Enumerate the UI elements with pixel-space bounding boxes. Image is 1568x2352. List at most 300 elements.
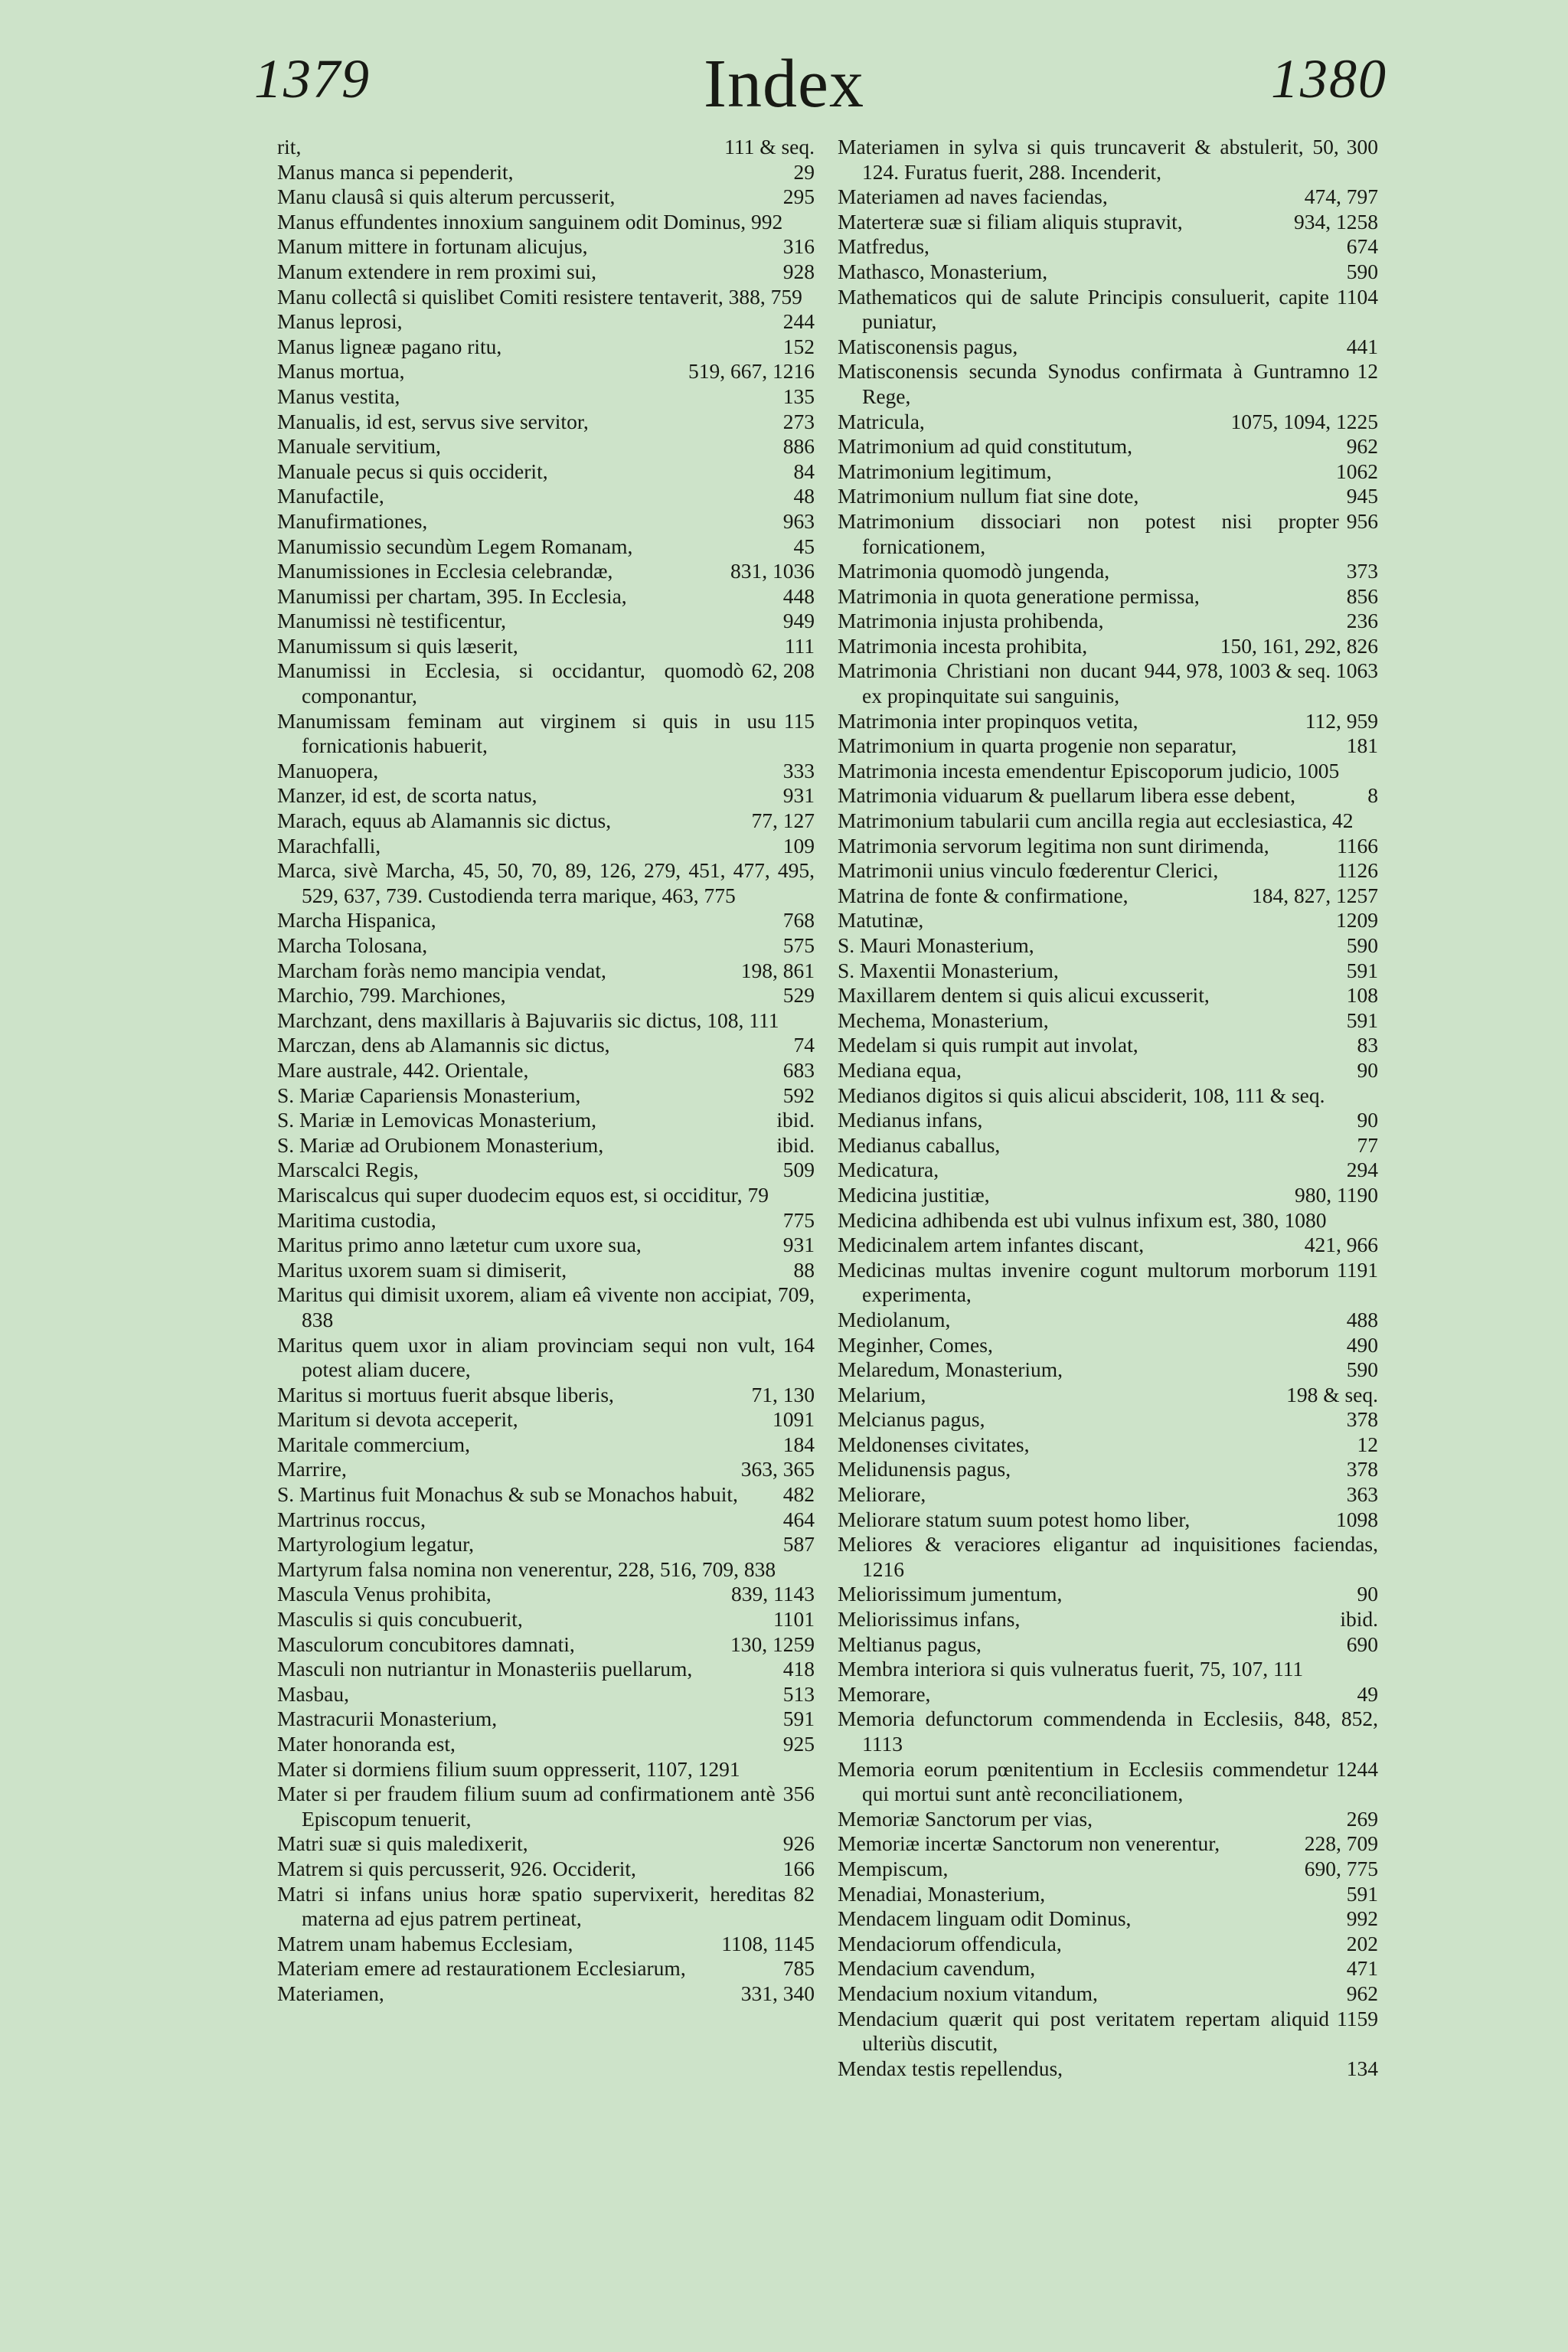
entry-reference: 490 — [1346, 1332, 1378, 1357]
index-entry — [838, 1707, 1378, 1756]
index-entry — [838, 234, 1378, 260]
entry-text: Matrimonia incesta prohibita, — [838, 633, 1088, 658]
entry-reference: 839, 1143 — [731, 1582, 815, 1606]
entry-text: Matrimonia incesta emendentur Episcoporum judicio, 1005 — [838, 758, 1340, 782]
index-entry — [277, 309, 815, 335]
entry-reference: 269 — [1346, 1806, 1378, 1831]
entry-reference: 333 — [782, 758, 815, 782]
index-entry — [838, 908, 1378, 933]
entry-text: Matrem unam habemus Ecclesiam, — [277, 1931, 573, 1955]
entry-text: Manumissi in Ecclesia, si occidantur, quomodò componantur, — [277, 658, 744, 708]
index-entry — [838, 1457, 1378, 1482]
entry-reference: 294 — [1346, 1158, 1378, 1182]
entry-text: Maritum si devota acceperit, — [277, 1407, 518, 1432]
entry-reference: 945 — [1346, 484, 1378, 508]
index-entry — [277, 908, 815, 933]
entry-text: Manumissiones in Ecclesia celebrandæ, — [277, 559, 613, 583]
entry-reference: 90 — [1357, 1057, 1378, 1082]
entry-reference: 166 — [782, 1856, 815, 1880]
entry-text: Manufirmationes, — [277, 508, 428, 533]
index-entry — [838, 609, 1378, 634]
entry-reference: 856 — [1346, 583, 1378, 608]
index-entry — [277, 1457, 815, 1482]
index-entry — [277, 1407, 815, 1432]
index-entry — [277, 1258, 815, 1283]
entry-reference: 886 — [782, 434, 815, 459]
index-entry — [277, 1233, 815, 1258]
entry-text: Matrimonium ad quid constitutum, — [838, 434, 1132, 459]
entry-text: Mater si per fraudem filium suum ad confirmationem antè Episcopum tenuerit, — [277, 1782, 776, 1831]
entry-text: Meldonenses civitates, — [838, 1432, 1030, 1456]
entry-reference: 1166 — [1337, 833, 1378, 858]
index-entry — [277, 1532, 815, 1557]
entry-reference: 45 — [793, 534, 815, 558]
index-entry — [277, 434, 815, 459]
index-entry — [277, 1133, 815, 1158]
index-entry — [277, 959, 815, 984]
index-entry — [277, 1932, 815, 1957]
entry-reference: 962 — [1346, 434, 1378, 459]
entry-text: Matrimonia Christiani non ducant ex propinquitate sui sanguinis, — [838, 658, 1137, 708]
entry-reference: 944, 978, 1003 & seq. 1063 — [1144, 658, 1378, 683]
index-entry — [277, 1707, 815, 1732]
index-entry — [838, 1407, 1378, 1432]
entry-reference: 8 — [1367, 783, 1378, 808]
index-entry — [838, 285, 1378, 335]
entry-reference: 90 — [1357, 1108, 1378, 1132]
entry-text: Martyrum falsa nomina non venerentur, 228, 516, 709, 838 — [277, 1557, 776, 1581]
page-number-left: 1379 — [254, 48, 371, 109]
entry-reference: 590 — [1346, 259, 1378, 283]
entry-reference: 83 — [1357, 1033, 1378, 1057]
entry-reference: 1075, 1094, 1225 — [1230, 409, 1378, 433]
entry-text: Matisconensis secunda Synodus confirmata à Guntramno Rege, — [838, 359, 1350, 408]
entry-text: Maritale commercium, — [277, 1432, 470, 1456]
entry-reference: 1104 — [1337, 284, 1378, 309]
entry-text: Manum mittere in fortunam alicujus, — [277, 234, 588, 259]
index-entry — [838, 933, 1378, 959]
entry-text: Manus vestita, — [277, 384, 400, 408]
entry-text: Materiamen ad naves faciendas, — [838, 185, 1108, 209]
index-entry — [838, 1383, 1378, 1408]
entry-text: Matrimonii unius vinculo fœderentur Clerici, — [838, 858, 1219, 883]
entry-reference: 331, 340 — [740, 1981, 815, 2005]
entry-text: Mathematicos qui de salute Principis consuluerit, capite puniatur, — [838, 284, 1330, 334]
entry-text: Manuale pecus si quis occiderit, — [277, 459, 548, 483]
entry-reference: 441 — [1346, 334, 1378, 358]
index-entry — [838, 858, 1378, 884]
entry-reference: 135 — [782, 384, 815, 408]
entry-reference: 150, 161, 292, 826 — [1220, 633, 1378, 658]
entry-text: Medicina justitiæ, — [838, 1182, 990, 1207]
entry-reference: 378 — [1346, 1407, 1378, 1432]
entry-text: Maritus qui dimisit uxorem, aliam eâ vivente non accipiat, 709, 838 — [277, 1282, 815, 1331]
index-entry — [277, 509, 815, 534]
entry-text: Martrinus roccus, — [277, 1507, 426, 1531]
index-entry — [277, 1333, 815, 1383]
entry-text: Manzer, id est, de scorta natus, — [277, 783, 537, 808]
index-entry — [277, 459, 815, 485]
entry-text: Mediolanum, — [838, 1307, 951, 1331]
index-entry — [838, 1831, 1378, 1857]
index-entry — [838, 260, 1378, 285]
index-entry — [838, 1158, 1378, 1183]
index-entry — [838, 658, 1378, 708]
entry-text: Mendacium noxium vitandum, — [838, 1981, 1098, 2005]
entry-text: Mastracurii Monasterium, — [277, 1707, 498, 1731]
index-entry — [277, 1282, 815, 1332]
entry-text: Marcha Hispanica, — [277, 908, 436, 933]
entry-text: Manu clausâ si quis alterum percusserit, — [277, 185, 616, 209]
entry-reference: 48 — [793, 484, 815, 508]
entry-reference: 591 — [1346, 1008, 1378, 1032]
index-entry — [277, 1482, 815, 1508]
entry-reference: 181 — [1346, 733, 1378, 758]
entry-text: S. Maxentii Monasterium, — [838, 958, 1059, 982]
index-entry — [838, 1333, 1378, 1358]
index-entry — [838, 410, 1378, 435]
entry-reference: 49 — [1357, 1681, 1378, 1706]
entry-reference: 111 & seq. — [724, 135, 815, 158]
index-entry — [277, 1158, 815, 1183]
entry-reference: 785 — [782, 1956, 815, 1981]
entry-text: Matrimonium tabularii cum ancilla regia aut ecclesiastica, 42 — [838, 808, 1354, 833]
entry-reference: 198, 861 — [740, 958, 815, 982]
index-entry — [277, 260, 815, 285]
entry-reference: 934, 1258 — [1294, 209, 1378, 234]
entry-text: Matrimonia quomodò jungenda, — [838, 559, 1110, 583]
entry-reference: ibid. — [776, 1132, 815, 1157]
entry-text: Martyrologium legatur, — [277, 1532, 475, 1557]
index-entry — [838, 959, 1378, 984]
entry-reference: 591 — [1346, 1881, 1378, 1906]
entry-text: Medianus caballus, — [838, 1132, 1001, 1157]
index-entry — [277, 384, 815, 410]
entry-reference: 202 — [1346, 1931, 1378, 1955]
entry-text: Masculorum concubitores damnati, — [277, 1632, 575, 1656]
index-entry — [277, 1432, 815, 1458]
entry-text: Memoria defunctorum commendenda in Ecclesiis, 848, 852, 1113 — [838, 1707, 1378, 1756]
index-entry — [277, 1857, 815, 1882]
entry-text: Medicinalem artem infantes discant, — [838, 1233, 1145, 1257]
entry-reference: 109 — [782, 833, 815, 858]
entry-reference: ibid. — [776, 1108, 815, 1132]
entry-reference: 1062 — [1336, 459, 1378, 483]
index-entry — [838, 434, 1378, 459]
entry-reference: 164 — [782, 1332, 815, 1357]
index-entry — [277, 410, 815, 435]
entry-text: Memorare, — [838, 1681, 931, 1706]
index-entry — [838, 1508, 1378, 1533]
index-entry — [838, 1657, 1378, 1682]
entry-reference: 77, 127 — [751, 808, 815, 833]
entry-reference: 683 — [782, 1057, 815, 1082]
entry-text: Meginher, Comes, — [838, 1332, 993, 1357]
index-entry — [277, 1383, 815, 1408]
entry-text: Matutinæ, — [838, 908, 924, 933]
entry-text: Maritus primo anno lætetur cum uxore sua, — [277, 1233, 642, 1257]
entry-reference: 134 — [1346, 2056, 1378, 2080]
entry-text: Maritus quem uxor in aliam provinciam sequi non vult, potest aliam ducere, — [277, 1332, 776, 1382]
entry-text: Memoriæ Sanctorum per vias, — [838, 1806, 1093, 1831]
entry-reference: 236 — [1346, 609, 1378, 633]
entry-reference: 949 — [782, 609, 815, 633]
entry-reference: 592 — [782, 1083, 815, 1107]
index-entry — [277, 1782, 815, 1831]
entry-text: Medicinas multas invenire cogunt multorum morborum experimenta, — [838, 1257, 1330, 1307]
entry-text: Materiam emere ad restaurationem Ecclesiarum, — [277, 1956, 686, 1981]
index-entry — [277, 1008, 815, 1034]
entry-text: Matrimonia in quota generatione permissa, — [838, 583, 1200, 608]
index-entry — [277, 709, 815, 759]
entry-text: Melcianus pagus, — [838, 1407, 985, 1432]
entry-text: Masculi non nutriantur in Monasteriis puellarum, — [277, 1657, 693, 1681]
entry-text: Materiamen in sylva si quis truncaverit & abstulerit, 50, 124. Furatus fuerit, 288. Incenderit, — [838, 135, 1339, 184]
index-entry — [838, 1058, 1378, 1083]
entry-text: Medianos digitos si quis alicui absciderit, 108, 111 & seq. — [838, 1083, 1325, 1107]
index-entry — [838, 459, 1378, 485]
index-entry — [838, 1033, 1378, 1058]
entry-text: Meltianus pagus, — [838, 1632, 982, 1656]
index-entry — [838, 1981, 1378, 2007]
entry-reference: 273 — [782, 409, 815, 433]
entry-reference: 29 — [793, 159, 815, 184]
page-number-right: 1380 — [1271, 48, 1387, 109]
entry-reference: 928 — [782, 259, 815, 283]
entry-text: Mendaciorum offendicula, — [838, 1931, 1062, 1955]
entry-text: Matrimonium dissociari non potest nisi propter fornicationem, — [838, 508, 1339, 558]
entry-text: Marca, sivè Marcha, 45, 50, 70, 89, 126, 279, 451, 477, 495, 529, 637, 739. Custodienda terra marique, 463, 775 — [277, 858, 815, 907]
index-entry — [277, 1033, 815, 1058]
index-entry — [838, 1233, 1378, 1258]
index-entry — [838, 834, 1378, 859]
entry-reference: ibid. — [1340, 1607, 1378, 1632]
entry-text: Matrimonia servorum legitima non sunt dirimenda, — [838, 833, 1269, 858]
entry-reference: 82 — [793, 1881, 815, 1906]
entry-reference: 244 — [782, 309, 815, 334]
entry-text: Menadiai, Monasterium, — [838, 1881, 1046, 1906]
entry-reference: 184 — [782, 1432, 815, 1456]
entry-reference: 74 — [793, 1033, 815, 1057]
entry-text: Mathasco, Monasterium, — [838, 259, 1048, 283]
entry-text: Meliores & veraciores eligantur ad inquisitiones faciendas, 1216 — [838, 1532, 1378, 1581]
entry-text: Manus ligneæ pagano ritu, — [277, 334, 502, 358]
index-entry — [277, 335, 815, 360]
entry-text: S. Mauri Monasterium, — [838, 933, 1034, 957]
entry-reference: 690 — [1346, 1632, 1378, 1656]
index-entry — [838, 808, 1378, 834]
index-entry — [277, 135, 815, 160]
entry-text: S. Mariæ ad Orubionem Monasterium, — [277, 1132, 604, 1157]
entry-text: Matrina de fonte & confirmatione, — [838, 883, 1129, 907]
index-entry — [277, 858, 815, 908]
entry-text: Melarium, — [838, 1382, 926, 1406]
entry-text: Marrire, — [277, 1457, 347, 1481]
index-entry — [277, 1183, 815, 1208]
index-entry — [838, 1133, 1378, 1158]
entry-text: Medicatura, — [838, 1158, 939, 1182]
entry-text: Meliorare, — [838, 1482, 926, 1507]
entry-reference: 363, 365 — [740, 1457, 815, 1481]
entry-reference: 926 — [782, 1831, 815, 1856]
entry-reference: 963 — [782, 508, 815, 533]
entry-reference: 84 — [793, 459, 815, 483]
index-entry — [277, 484, 815, 509]
entry-reference: 418 — [782, 1657, 815, 1681]
index-entry — [277, 1058, 815, 1083]
index-entry — [838, 210, 1378, 235]
entry-reference: 1101 — [773, 1607, 815, 1632]
index-entry — [277, 1981, 815, 2007]
index-entry — [277, 634, 815, 659]
entry-text: Mendax testis repellendus, — [838, 2056, 1063, 2080]
entry-text: Marchzant, dens maxillaris à Bajuvariis sic dictus, 108, 111 — [277, 1008, 779, 1032]
index-entry — [838, 1008, 1378, 1034]
index-column-right — [838, 135, 1378, 2081]
entry-reference: 1108, 1145 — [721, 1931, 815, 1955]
entry-reference: 373 — [1346, 559, 1378, 583]
entry-reference: 1098 — [1336, 1507, 1378, 1531]
entry-reference: 108 — [1346, 983, 1378, 1008]
index-entry — [838, 1532, 1378, 1582]
entry-text: Mempiscum, — [838, 1856, 949, 1880]
index-entry — [838, 559, 1378, 584]
entry-reference: 115 — [783, 708, 815, 733]
index-entry — [838, 1906, 1378, 1932]
index-entry — [277, 834, 815, 859]
index-entry — [838, 1857, 1378, 1882]
entry-text: Materiamen, — [277, 1981, 384, 2005]
entry-reference: 591 — [782, 1707, 815, 1731]
entry-text: Meliorare statum suum potest homo liber, — [838, 1507, 1191, 1531]
entry-text: Mendacem linguam odit Dominus, — [838, 1906, 1132, 1931]
entry-reference: 956 — [1346, 508, 1378, 533]
index-entry — [838, 1682, 1378, 1707]
entry-reference: 775 — [782, 1207, 815, 1232]
entry-text: Meliorissimum jumentum, — [838, 1582, 1063, 1606]
index-entry — [838, 1807, 1378, 1832]
entry-text: Medianus infans, — [838, 1108, 983, 1132]
entry-text: Masculis si quis concubuerit, — [277, 1607, 523, 1632]
index-entry — [838, 1582, 1378, 1607]
index-entry — [277, 210, 815, 235]
entry-reference: 62, 208 — [751, 658, 815, 683]
entry-text: Manus effundentes innoxium sanguinem odit Dominus, 992 — [277, 209, 783, 234]
entry-reference: 111 — [784, 633, 815, 658]
entry-text: Maritus uxorem suam si dimiserit, — [277, 1257, 567, 1282]
index-entry — [277, 1632, 815, 1658]
entry-text: rit, — [277, 135, 302, 158]
entry-text: Marscalci Regis, — [277, 1158, 419, 1182]
entry-text: Memoriæ incertæ Sanctorum non venerentur, — [838, 1831, 1220, 1856]
index-entry — [277, 584, 815, 609]
entry-text: Marcham foràs nemo mancipia vendat, — [277, 958, 606, 982]
entry-reference: 471 — [1346, 1956, 1378, 1981]
entry-reference: 198 & seq. — [1286, 1382, 1378, 1406]
entry-reference: 356 — [782, 1782, 815, 1806]
entry-reference: 90 — [1357, 1582, 1378, 1606]
entry-text: Manufactile, — [277, 484, 384, 508]
index-entry — [277, 1956, 815, 1981]
entry-reference: 77 — [1357, 1132, 1378, 1157]
index-entry — [277, 1557, 815, 1583]
entry-text: Manumissio secundùm Legem Romanam, — [277, 534, 633, 558]
index-entry — [277, 1582, 815, 1607]
entry-text: Memoria eorum pœnitentium in Ecclesiis commendetur qui mortui sunt antè reconciliationem, — [838, 1756, 1328, 1806]
index-entry — [277, 1108, 815, 1133]
entry-reference: 690, 775 — [1304, 1856, 1378, 1880]
index-entry — [838, 509, 1378, 559]
entry-text: S. Mariæ Capariensis Monasterium, — [277, 1083, 581, 1107]
entry-text: Matrimonium legitimum, — [838, 459, 1052, 483]
page-title: Index — [704, 46, 864, 122]
entry-text: Mariscalcus qui super duodecim equos est, si occiditur, 79 — [277, 1182, 769, 1207]
index-entry — [838, 733, 1378, 759]
entry-reference: 768 — [782, 908, 815, 933]
entry-reference: 88 — [793, 1257, 815, 1282]
entry-text: Marach, equus ab Alamannis sic dictus, — [277, 808, 612, 833]
entry-text: Melidunensis pagus, — [838, 1457, 1011, 1481]
entry-text: Medelam si quis rumpit aut involat, — [838, 1033, 1138, 1057]
entry-text: S. Mariæ in Lemovicas Monasterium, — [277, 1108, 597, 1132]
index-entry — [838, 135, 1378, 185]
index-entry — [838, 884, 1378, 909]
entry-reference: 228, 709 — [1304, 1831, 1378, 1856]
index-entry — [838, 1956, 1378, 1981]
entry-text: Matricula, — [838, 409, 925, 433]
entry-text: Melaredum, Monasterium, — [838, 1357, 1063, 1382]
entry-text: Matrimonium nullum fiat sine dote, — [838, 484, 1139, 508]
index-entry — [277, 285, 815, 310]
entry-text: Manumissam feminam aut virginem si quis in usu fornicationis habuerit, — [277, 708, 776, 758]
entry-text: Matrimonia inter propinquos vetita, — [838, 708, 1138, 733]
index-entry — [277, 1083, 815, 1109]
entry-text: Manus leprosi, — [277, 309, 403, 334]
entry-reference: 474, 797 — [1304, 185, 1378, 209]
entry-text: Manus manca si pependerit, — [277, 159, 514, 184]
index-entry — [838, 584, 1378, 609]
index-entry — [277, 234, 815, 260]
entry-reference: 925 — [782, 1732, 815, 1756]
index-entry — [277, 1882, 815, 1932]
entry-reference: 482 — [782, 1482, 815, 1507]
entry-text: Membra interiora si quis vulneratus fuerit, 75, 107, 111 — [838, 1657, 1304, 1681]
entry-text: Mendacium quærit qui post veritatem repertam aliquid ulteriùs discutit, — [838, 2006, 1330, 2056]
index-entry — [277, 983, 815, 1008]
index-entry — [277, 1757, 815, 1782]
entry-reference: 962 — [1346, 1981, 1378, 2005]
index-entry — [838, 1632, 1378, 1658]
entry-text: Matisconensis pagus, — [838, 334, 1018, 358]
index-entry — [838, 2056, 1378, 2082]
entry-reference: 464 — [782, 1507, 815, 1531]
entry-reference: 575 — [782, 933, 815, 957]
entry-text: S. Martinus fuit Monachus & sub se Monachos habuit, — [277, 1482, 738, 1507]
entry-text: Meliorissimus infans, — [838, 1607, 1021, 1632]
index-entry — [277, 1208, 815, 1233]
index-entry — [277, 609, 815, 634]
entry-text: Manumissum si quis læserit, — [277, 633, 518, 658]
entry-text: Mater si dormiens filium suum oppresserit, 1107, 1291 — [277, 1756, 740, 1781]
entry-reference: 1159 — [1337, 2006, 1378, 2030]
entry-text: Matfredus, — [838, 234, 929, 259]
entry-text: Marchio, 799. Marchiones, — [277, 983, 506, 1008]
entry-reference: 831, 1036 — [730, 559, 815, 583]
entry-reference: 931 — [782, 783, 815, 808]
index-entry — [277, 1607, 815, 1632]
index-entry — [838, 1932, 1378, 1957]
entry-reference: 1244 — [1336, 1756, 1378, 1781]
